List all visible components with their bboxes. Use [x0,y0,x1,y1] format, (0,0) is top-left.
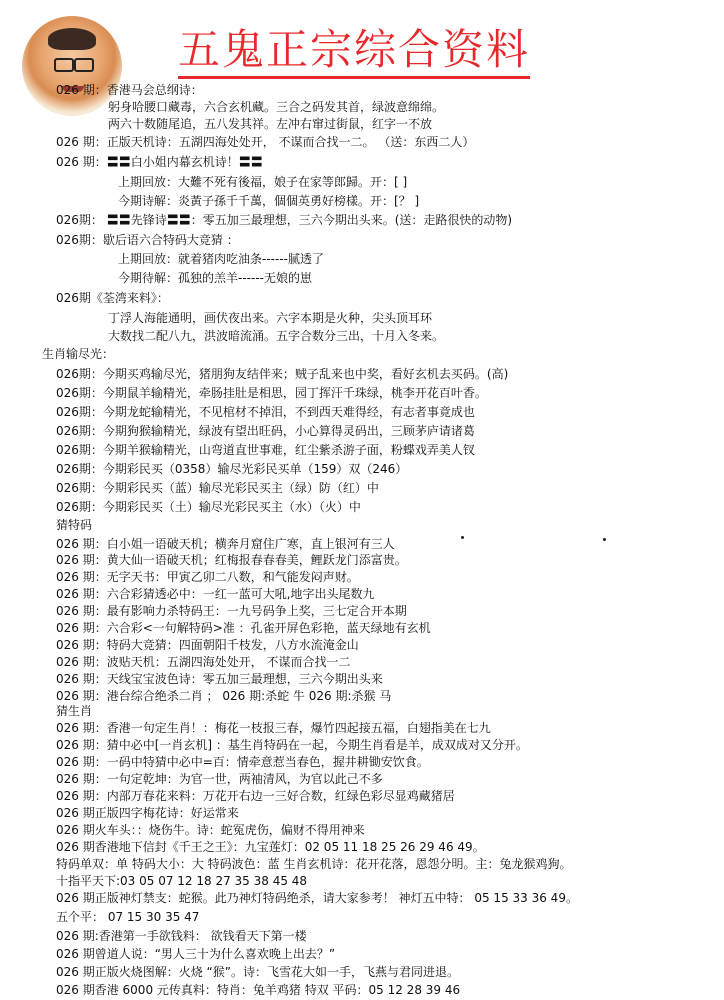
text-line: 026 期：最有影响力杀特码王：一九号码争上奖，三七定合开本期 [56,604,407,618]
text-line: 026 期：特码大竞猜：四面朝阳千枝发，八方水流淹金山 [56,638,359,652]
text-line: 今期诗解：炎黃子孫千千萬，個個英勇好榜樣。开：[？ ] [118,194,420,208]
text-line: 026期：今期彩民买（土）输尽光彩民买主（水）（火）中 [56,500,361,514]
text-line: 026 期:香港第一手欲钱料： 欲钱看天下第一楼 [56,929,307,943]
page-title: 五鬼正宗综合资料 [178,26,530,79]
text-line: 026期：歇后语六合特码大竞猜 ： [56,233,239,247]
text-line: 026 期：无字天书：甲寅乙卯二八数，和气能发闷声财。 [56,570,359,584]
text-line: 026期：今期龙蛇输精光，不见棺材不掉泪，不到西天难得经，有志者事竟成也 [56,405,475,419]
text-line: 026 期正版神灯禁支：蛇猴。此乃神灯特码绝杀，请大家参考！ 神灯五中特： 05 15 33 36 49。 [56,891,578,905]
text-line: 026 期：〓〓白小姐内幕玄机诗！〓〓 [56,155,263,169]
text-line: 大数找二配八九，洪波暗流涌。五字合数分三出，十月入冬来。 [108,329,445,343]
text-line: 十指平天下:03 05 07 12 18 27 35 38 45 48 [56,874,308,888]
text-line: 026 期：六合彩猜透必中：一红一蓝可大吼,地字出头尾数九 [56,587,375,601]
text-line: 026 期：六合彩<一句解特码>准 ：孔雀开屏色彩艳，蓝天绿地有玄机 [56,621,431,635]
text-line: 026 期香港 6000 元传真料：特肖：兔羊鸡猪 特双 平码：05 12 28 39 46 [56,983,461,997]
text-line: 026 期：猜中必中[一肖玄机] ：基生肖特码在一起，今期生肖看是羊，成双成对又分开。 [56,738,528,752]
text-line: 026期《荃湾来料》： [56,291,169,305]
text-line: 026期：今期羊猴输精光，山弯道直世事难，红尘紫杀游子面，粉蝶戏弄美人钗 [56,443,475,457]
text-line: 026 期：香港马会总纲诗： [56,83,203,97]
text-line: 上期回放：就着猪肉吃油条------腻透了 [118,252,324,266]
text-line: 026 期火车头：：烧伤牛。诗：蛇冤虎伤，偏财不得用神来 [56,823,365,837]
text-line: 026期： 〓〓先锋诗〓〓：零五加三最理想，三六今期出头来。(送：走路很快的动物) [56,213,513,227]
text-line: 026 期曾道人说：“男人三十为什么喜欢晚上出去？” [56,947,336,961]
text-line: 026期：今期买鸡输尽光，猪朋狗友结伴来；贼子乱来也中奖，看好玄机去买码。(高) [56,367,509,381]
text-line: 026期：今期狗猴输精光，绿波有望出旺码，小心算得灵码出，三顾茅庐请诸葛 [56,424,475,438]
text-line: 026期：今期彩民买（0358）输尽光彩民买单（159）双（246） [56,462,408,476]
text-line: 026 期香港地下信封《千王之王》：九宝莲灯：02 05 11 18 25 26 29 46 49。 [56,840,485,854]
text-line: 今期待解：孤独的羔羊------无娘的崽 [118,271,312,285]
text-line: 026 期：白小姐一语破天机；横奔月窟住广寒，直上银河有三人 [56,537,395,551]
text-line: 026 期正版四字梅花诗：好运常来 [56,806,239,820]
speck-mark [603,538,606,541]
text-line: 丁浮人海能通明，画伏夜出来。六字本期是火种，尖头顶耳环 [108,311,433,325]
text-line: 026 期：港台综合绝杀二肖 ； 026 期:杀蛇 牛 026 期:杀猴 马 [56,689,392,703]
text-line: 特码单双：单 特码大小：大 特码波色：蓝 生肖玄机诗：花开花落，恩怨分明。主：兔龙猴鸡狗。 [56,857,572,871]
text-line: 026 期正版火烧图解：火烧 “猴”。诗：飞雪花大如一手，飞燕与君同进退。 [56,965,459,979]
section-heading: 猜特码 [56,518,93,532]
text-line: 五个平： 07 15 30 35 47 [56,910,200,924]
text-line: 026 期：天线宝宝波色诗：零五加三最理想，三六今期出头来 [56,672,383,686]
text-line: 026 期：内部万春花来料：万花开右边一三好合数，红绿色彩尽显鸡藏猪居 [56,789,455,803]
text-line: 026 期：正版天机诗：五湖四海处处开， 不谋而合找一二。 （送：东西二人） [56,135,475,149]
text-line: 026 期：一码中特猜中必中=百：情牵意惹当春色，握井耕锄安饮食。 [56,755,429,769]
text-line: 026 期：香港一句定生肖！：梅花一枝报三春，爆竹四起接五福，白翅指美在七九 [56,721,491,735]
section-heading: 生肖输尽光： [42,347,115,361]
text-line: 026 期：一句定乾坤：为官一世，两袖清风，为官以此己不多 [56,772,383,786]
text-line: 026期：今期彩民买（蓝）输尽光彩民买主（绿）防（红）中 [56,481,379,495]
text-line: 两六十数随尾追，五八发其祥。左冲右窜过街鼠，红字一不放 [108,117,433,131]
text-line: 026期：今期鼠羊输精光，牵肠挂肚是相思，园丁挥汗千珠绿，桃李开花百叶香。 [56,386,487,400]
text-line: 上期回放：大難不死有後福，娘子在家等郎歸。开：[ ] [118,175,408,189]
speck-mark [461,536,464,539]
text-line: 躬身哈腰口藏毒，六合玄机藏。三合之码发其首，绿波意绵绵。 [108,100,445,114]
text-line: 026 期：黄大仙一语破天机；红梅报春春春美，鲤跃龙门添富贵。 [56,553,407,567]
text-line: 026 期：波贴天机：五湖四海处处开， 不谋而合找一二 [56,655,351,669]
section-heading: 猜生肖 [56,704,93,718]
